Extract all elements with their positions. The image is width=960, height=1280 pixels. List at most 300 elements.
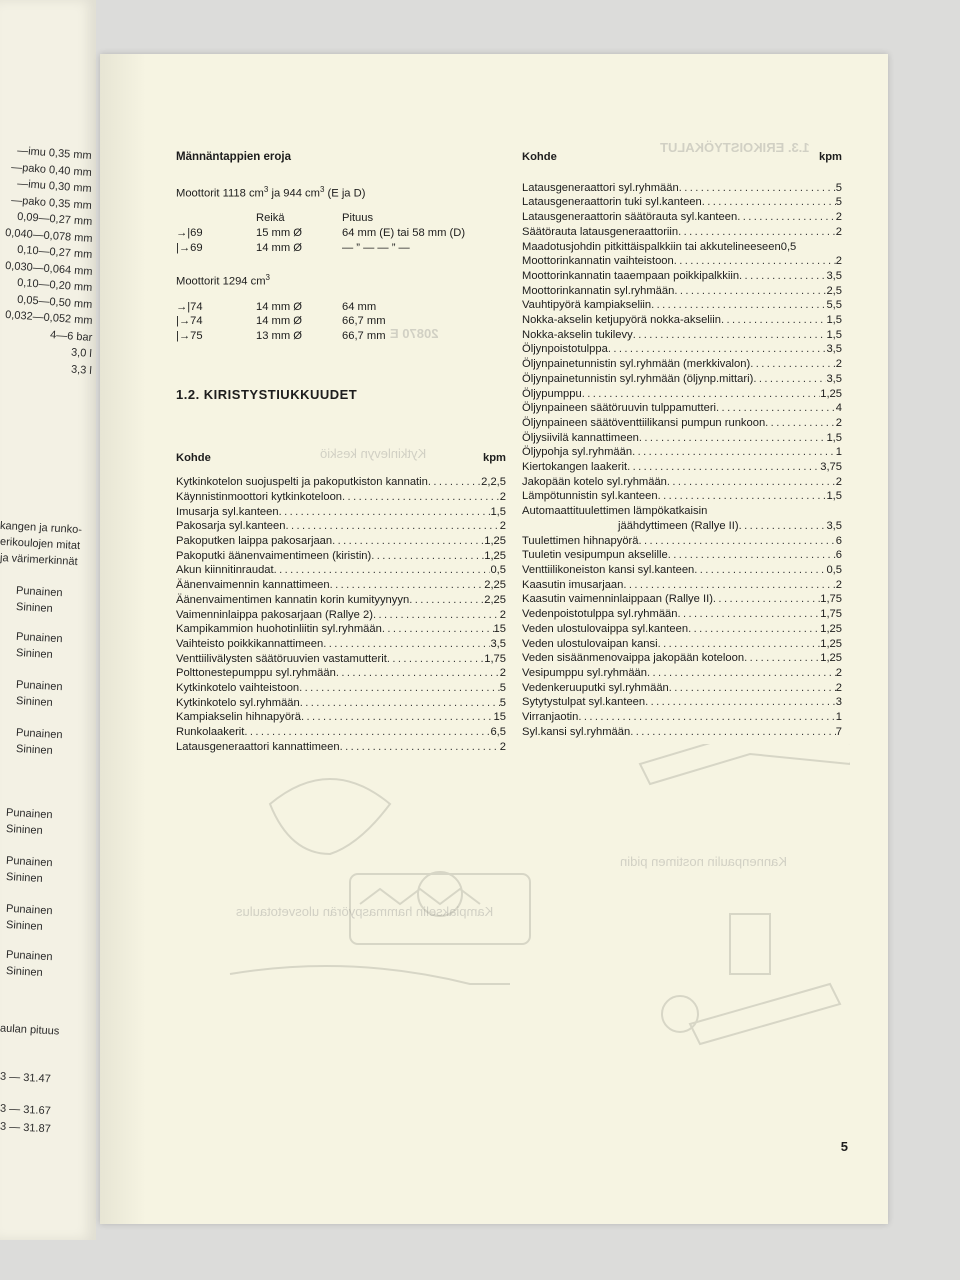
torque-row [176,563,506,578]
section-heading: 1.2. KIRISTYSTIUKKUUDET [176,386,358,402]
facing-page-color-label: Sininen [15,695,53,709]
dot-leader [632,445,836,460]
facing-page-value: —pako 0,40 mm [11,160,93,179]
torque-item-name: Vesipumppu syl.ryhmään [522,666,647,679]
torque-item-name: Moottorinkannatin vaihteistoon [522,255,674,268]
torque-item-name: Nokka-akselin ketjupyörä nokka-akseliin [522,314,721,327]
dot-leader [737,210,836,225]
torque-value: 6 [835,534,842,547]
torque-row [176,519,506,534]
torque-value: 1,5 [826,431,842,444]
torque-item-name: Öljynpainetunnistin syl.ryhmään (öljynp.mittari) [522,372,754,385]
pin-mark: →|74 [176,300,203,313]
torque-value: 5 [499,696,506,709]
torque-row [522,298,842,313]
torque-item-name: Polttonestepumppu syl.ryhmään [176,667,336,680]
torque-item-name: Maadotusjohdin pitkittäispalkkiin tai akkutelineeseen [522,240,781,253]
torque-item-name: Öljypumppu [522,387,582,400]
torque-row [176,578,506,593]
dot-leader [623,578,835,593]
torque-item-name: Imusarja syl.kanteen [176,505,279,518]
facing-page-value: —imu 0,35 mm [17,144,93,162]
engine-group-2: Moottorit 1294 $cm^3$ [176,273,270,288]
torque-item-name: Akun kiinnitinraudat [176,564,274,577]
torque-row [522,225,842,240]
torque-row [522,637,842,652]
facing-page-color-label: Punainen [15,678,63,694]
dot-leader [578,710,835,725]
facing-page-text: 3 — 31.87 [0,1120,52,1136]
facing-page-color-label: Punainen [15,584,63,600]
torque-row [176,608,506,623]
pin-table-group-2 [176,300,506,344]
pin-length: 66,7 mm [342,315,386,328]
torque-row [522,269,842,284]
torque-item-name: Käynnistinmoottori kytkinkoteloon [176,490,343,503]
pin-table-row [176,300,506,315]
dot-leader [674,284,826,299]
torque-item-name: Öljypohja syl.ryhmään [522,446,633,459]
torque-value: 7 [835,725,842,738]
dot-leader [382,622,494,637]
torque-item-name: Öljysiivilä kannattimeen [522,431,639,444]
dot-leader [694,563,826,578]
torque-row [522,592,842,607]
torque-value: 1,25 [820,387,842,400]
dot-leader [677,607,820,622]
dot-leader [627,460,820,475]
dot-leader [667,475,836,490]
dot-leader [647,666,836,681]
torque-value: 2,25 [484,579,506,592]
torque-item-name: Pakoputki äänenvaimentimeen (kiristin) [176,549,372,562]
torque-item-name: Kaasutin vaimenninlaippaan (Rallye II) [522,593,713,606]
torque-item-name: Kaasutin imusarjaan [522,578,624,591]
torque-value: 2 [835,211,842,224]
torque-row [176,475,506,490]
torque-value: 1,75 [484,652,506,665]
torque-value: 3 [835,696,842,709]
right-column [522,150,842,739]
torque-value: 15 [493,711,506,724]
torque-row [522,401,842,416]
facing-page-text: kangen ja runko- [0,519,83,537]
torque-row [176,710,506,725]
dot-leader [639,431,827,446]
torque-item-name: Pakoputken laippa pakosarjaan [176,535,333,548]
torque-row [522,416,842,431]
pin-length: 64 mm [342,300,377,313]
torque-row [176,549,506,564]
torque-value: 3,75 [820,461,842,474]
facing-page-color-label: Sininen [15,601,53,615]
dot-leader [753,372,826,387]
dot-leader [274,563,491,578]
manual-page [100,54,888,1224]
torque-value: 2 [835,578,842,591]
torque-item-name: Automaattituulettimen lämpökatkaisin [522,505,708,518]
torque-item-name: Säätörauta latausgeneraattoriin [522,225,679,238]
torque-row [522,210,842,225]
pin-table-group-1 [176,226,506,255]
torque-row [522,534,842,549]
torque-item-name: Tuuletin vesipumpun akselille [522,549,668,562]
pin-mark: |→74 [176,315,203,328]
pin-hole-diameter: 14 mm Ø [256,315,303,328]
pin-hole-diameter: 14 mm Ø [256,300,303,313]
pin-mark: |→75 [176,330,203,343]
left-torque-list [176,475,506,754]
dot-leader [336,666,500,681]
facing-page-text: aulan pituus [0,1022,60,1038]
torque-row [522,254,842,269]
torque-row [522,725,842,740]
torque-item-name: Latausgeneraattori kannattimeen [176,740,340,753]
left-table-header: Kohde kpm [176,451,506,464]
torque-value: 2 [835,416,842,429]
torque-item-name: Runkolaakerit [176,726,245,739]
torque-value: 2 [499,490,506,503]
torque-row [176,652,506,667]
torque-item-name: Kytkinkotelo vaihteistoon [176,682,300,695]
torque-item-name: Öljynpaineen säätöventtiilikansi pumpun runkoon [522,416,766,429]
torque-value: 6 [835,549,842,562]
pin-table-row [176,314,506,329]
facing-page-text: erikoulojen mitat [0,535,81,553]
torque-item-name: Öljynpoistotulppa [522,343,608,356]
torque-row [522,578,842,593]
pin-mark: |→69 [176,241,203,254]
dot-leader [639,534,836,549]
torque-value: 2 [835,225,842,238]
pin-table-header: Reikä Pituus [256,212,374,225]
torque-item-name: Latausgeneraattorin säätörauta syl.kanteen [522,211,738,224]
facing-page-color-label: Sininen [5,919,43,933]
torque-row [522,548,842,563]
torque-value: 3,5 [826,343,842,356]
torque-item-name: Latausgeneraattorin tuki syl.kanteen [522,196,702,209]
torque-item-name: Öljynpaineen säätöruuvin tulppamutteri [522,402,717,415]
dot-leader [713,592,820,607]
dot-leader [279,505,491,520]
torque-value: 0,5 [490,564,506,577]
torque-item-name: Moottorinkannatin taaempaan poikkipalkkiin [522,269,740,282]
torque-row [522,504,842,519]
right-table-header: Kohde kpm [522,151,842,163]
facing-page-color-label: Punainen [15,630,63,646]
bleed-through-illustrations [210,744,850,1164]
dot-leader [679,181,836,196]
dot-leader [750,357,836,372]
torque-row [522,710,842,725]
torque-value: 1,75 [820,608,842,621]
torque-value: 1,5 [826,314,842,327]
torque-value: 0,5 [826,563,842,576]
torque-value: 2 [499,520,506,533]
dot-leader [688,622,820,637]
facing-page-color-label: Punainen [5,902,53,918]
torque-item-name: Vaimenninlaippa pakosarjaan (Rallye 2) [176,608,373,621]
dot-leader [330,578,485,593]
facing-page-text: ja värimerkinnät [0,551,78,569]
torque-item-name: Veden sisäänmenovaippa jakopään koteloon [522,652,745,665]
engine-group-1: Moottorit 1118 $cm^3$ ja 944 $cm^3$ (E ja D) [176,184,366,200]
facing-page-color-label: Sininen [5,823,43,837]
torque-row [176,681,506,696]
dot-leader [371,549,484,564]
dot-leader [300,696,500,711]
torque-row [522,342,842,357]
torque-row [176,534,506,549]
torque-value: 1,25 [820,622,842,635]
dot-leader [678,225,836,240]
facing-page-value: 3,0 l [70,346,93,360]
facing-page-color-label: Punainen [5,854,53,870]
torque-row [522,195,842,210]
dot-leader [669,681,836,696]
bleed-through-caption: Kytkinlevyn keskiö [320,446,427,461]
dot-leader [744,651,820,666]
torque-row [522,695,842,710]
dot-leader [299,681,500,696]
dot-leader [285,519,499,534]
torque-value: 2,25 [484,593,506,606]
dot-leader [645,695,836,710]
torque-row [522,445,842,460]
torque-item-name: Venttiilikoneiston kansi syl.kanteen [522,563,695,576]
torque-value: 1,5 [490,505,506,518]
pin-hole-diameter: 15 mm Ø [256,226,303,239]
torque-row [522,607,842,622]
torque-value: 1,5 [826,490,842,503]
torque-row [522,651,842,666]
dot-leader [716,401,836,416]
torque-item-name: Äänenvaimentimen kannatin korin kumityynyyn [176,593,410,606]
torque-row [522,328,842,343]
torque-row [522,313,842,328]
facing-page-value: 0,10—0,27 mm [16,243,93,261]
torque-value: 2 [499,740,506,753]
torque-item-name: Syl.kansi syl.ryhmään [522,725,631,738]
dot-leader [739,269,826,284]
dot-leader [244,725,490,740]
bleed-through-caption: Kampiakselin hammaspyörän ulosvetotaulus [236,904,494,919]
torque-item-name: Kampikammion huohotinliitin syl.ryhmään [176,623,382,636]
pin-length: 66,7 mm [342,330,386,343]
facing-page [0,0,96,1240]
facing-page-value: 4—6 bar [49,328,93,344]
torque-item-name: Kytkinkotelo syl.ryhmään [176,696,300,709]
torque-row [522,622,842,637]
torque-row [176,622,506,637]
torque-row [522,563,842,578]
dot-leader [721,313,826,328]
pin-length: 64 mm (E) tai 58 mm (D) [342,226,466,239]
torque-row [522,666,842,681]
torque-row [176,666,506,681]
dot-leader [373,608,500,623]
torque-value: 2 [835,681,842,694]
torque-item-name: Kiertokangen laakerit [522,461,628,474]
torque-row [176,637,506,652]
torque-value: 3,5 [490,637,506,650]
dot-leader [340,740,500,755]
torque-value: 2 [835,666,842,679]
torque-row [522,387,842,402]
torque-value: 3,5 [826,269,842,282]
facing-page-color-label: Punainen [5,806,53,822]
torque-item-name: Vaihteisto poikkikannattimeen [176,637,324,650]
torque-row [176,505,506,520]
facing-page-value: 0,030—0,064 mm [4,259,93,278]
torque-item-name: Venttiilivälysten säätöruuvien vastamutterit [176,652,387,665]
torque-row [522,489,842,504]
torque-item-name: Kampiakselin hihnapyörä [176,711,302,724]
torque-item-name: jäähdyttimeen (Rallye II) [618,519,739,532]
torque-value: 1,75 [820,593,842,606]
pin-hole-diameter: 14 mm Ø [256,241,303,254]
torque-value: 15 [493,623,506,636]
pin-differences-title: Männäntappien eroja [176,151,292,163]
dot-leader [765,416,836,431]
dot-leader [387,652,484,667]
torque-value: 2,2,5 [481,476,506,489]
torque-value: 2 [499,667,506,680]
facing-page-value: 0,10—0,20 mm [16,276,93,294]
dot-leader [739,519,827,534]
torque-row [522,475,842,490]
torque-value: 3,5 [826,372,842,385]
torque-value: 2 [499,608,506,621]
torque-item-name: Virranjaotin [522,711,579,724]
torque-item-name: Äänenvaimennin kannattimeen [176,579,330,592]
torque-value: 4 [835,402,842,415]
torque-item-name: Veden ulostulovaippa syl.kanteen [522,622,689,635]
facing-page-value: 0,032—0,052 mm [4,308,93,327]
torque-item-name: Sytytystulpat syl.kanteen [522,696,646,709]
torque-row [522,181,842,196]
torque-value: 2,5 [826,284,842,297]
torque-value: 1,25 [820,652,842,665]
torque-row [522,240,842,255]
torque-value: 1 [835,711,842,724]
torque-item-name: Lämpötunnistin syl.kanteen [522,490,658,503]
torque-value: 2 [835,255,842,268]
dot-leader [658,489,827,504]
torque-item-name: Pakosarja syl.kanteen [176,520,286,533]
torque-value: 2 [835,358,842,371]
torque-row [176,740,506,755]
dot-leader [428,475,481,490]
torque-row [176,490,506,505]
dot-leader [668,548,836,563]
facing-page-color-label: Sininen [15,647,53,661]
torque-item-name: Moottorinkannatin syl.ryhmään [522,284,675,297]
bleed-through-caption: Kannenpaulin nostimen pidin [620,854,787,869]
torque-value: 5 [835,181,842,194]
pin-mark: →|69 [176,226,203,239]
pin-length: — ” — — ” — [342,241,410,254]
dot-leader [409,593,484,608]
pin-table-row [176,241,506,256]
dot-leader [674,254,836,269]
torque-value: 3,5 [826,519,842,532]
torque-row [522,460,842,475]
bleed-through-title: 1.3. ERIKOISTYÖKALUT [660,140,810,155]
torque-item-name: Jakopään kotelo syl.ryhmään [522,475,667,488]
torque-value: 1,25 [484,535,506,548]
bleed-through-code: 20870 E [390,326,439,341]
torque-value: 1 [835,446,842,459]
facing-page-color-label: Punainen [5,948,53,964]
right-torque-list [522,181,842,740]
dot-leader [332,534,484,549]
torque-value: 5 [835,196,842,209]
pin-table-row [176,226,506,241]
torque-item-name: Vedenpoistotulppa syl.ryhmään [522,608,678,621]
facing-page-value: —pako 0,35 mm [11,193,93,212]
torque-value: 1,25 [484,549,506,562]
facing-page-value: 0,05—0,50 mm [16,293,93,311]
torque-value: 1,25 [820,637,842,650]
torque-value: 5,5 [826,299,842,312]
dot-leader [608,342,827,357]
dot-leader [633,328,827,343]
facing-page-text: 3 — 31.47 [0,1070,52,1086]
pin-hole-diameter: 13 mm Ø [256,330,303,343]
facing-page-value: 0,09—0,27 mm [16,210,93,228]
page-gutter-shadow [100,54,146,1224]
torque-value: 5 [499,682,506,695]
dot-leader [651,298,826,313]
facing-page-value: —imu 0,30 mm [17,177,93,195]
torque-row [522,519,842,534]
facing-page-value: 3,3 l [70,363,93,377]
facing-page-color-label: Sininen [5,965,43,979]
torque-item-name: Tuulettimen hihnapyörä [522,534,639,547]
page-number: 5 [840,1139,848,1154]
torque-value: 2 [835,475,842,488]
torque-row [522,357,842,372]
torque-row [522,284,842,299]
torque-value: 0,5 [780,240,797,253]
torque-row [522,681,842,696]
torque-item-name: Kytkinkotelon suojuspelti ja pakoputkiston kannatin [176,476,428,489]
torque-row [522,372,842,387]
torque-item-name: Vauhtipyörä kampiakseliin [522,299,652,312]
dot-leader [582,387,821,402]
torque-item-name: Öljynpainetunnistin syl.ryhmään (merkkivalon) [522,358,751,371]
torque-item-name: Nokka-akselin tukilevy [522,328,633,341]
facing-page-color-label: Sininen [5,871,43,885]
dot-leader [658,637,821,652]
facing-page-color-label: Sininen [15,743,53,757]
torque-value: 6,5 [490,726,506,739]
dot-leader [323,637,490,652]
torque-value: 1,5 [826,328,842,341]
dot-leader [301,710,494,725]
torque-row [176,696,506,711]
torque-item-name: Veden ulostulovaipan kansi [522,637,658,650]
facing-page-color-label: Punainen [15,726,63,742]
pin-table-row [176,329,506,344]
torque-row [522,431,842,446]
torque-item-name: Latausgeneraattori syl.ryhmään [522,181,679,194]
facing-page-text: 3 — 31.67 [0,1102,52,1118]
dot-leader [342,490,500,505]
torque-item-name: Vedenkeruuputki syl.ryhmään [522,681,669,694]
dot-leader [630,725,836,740]
